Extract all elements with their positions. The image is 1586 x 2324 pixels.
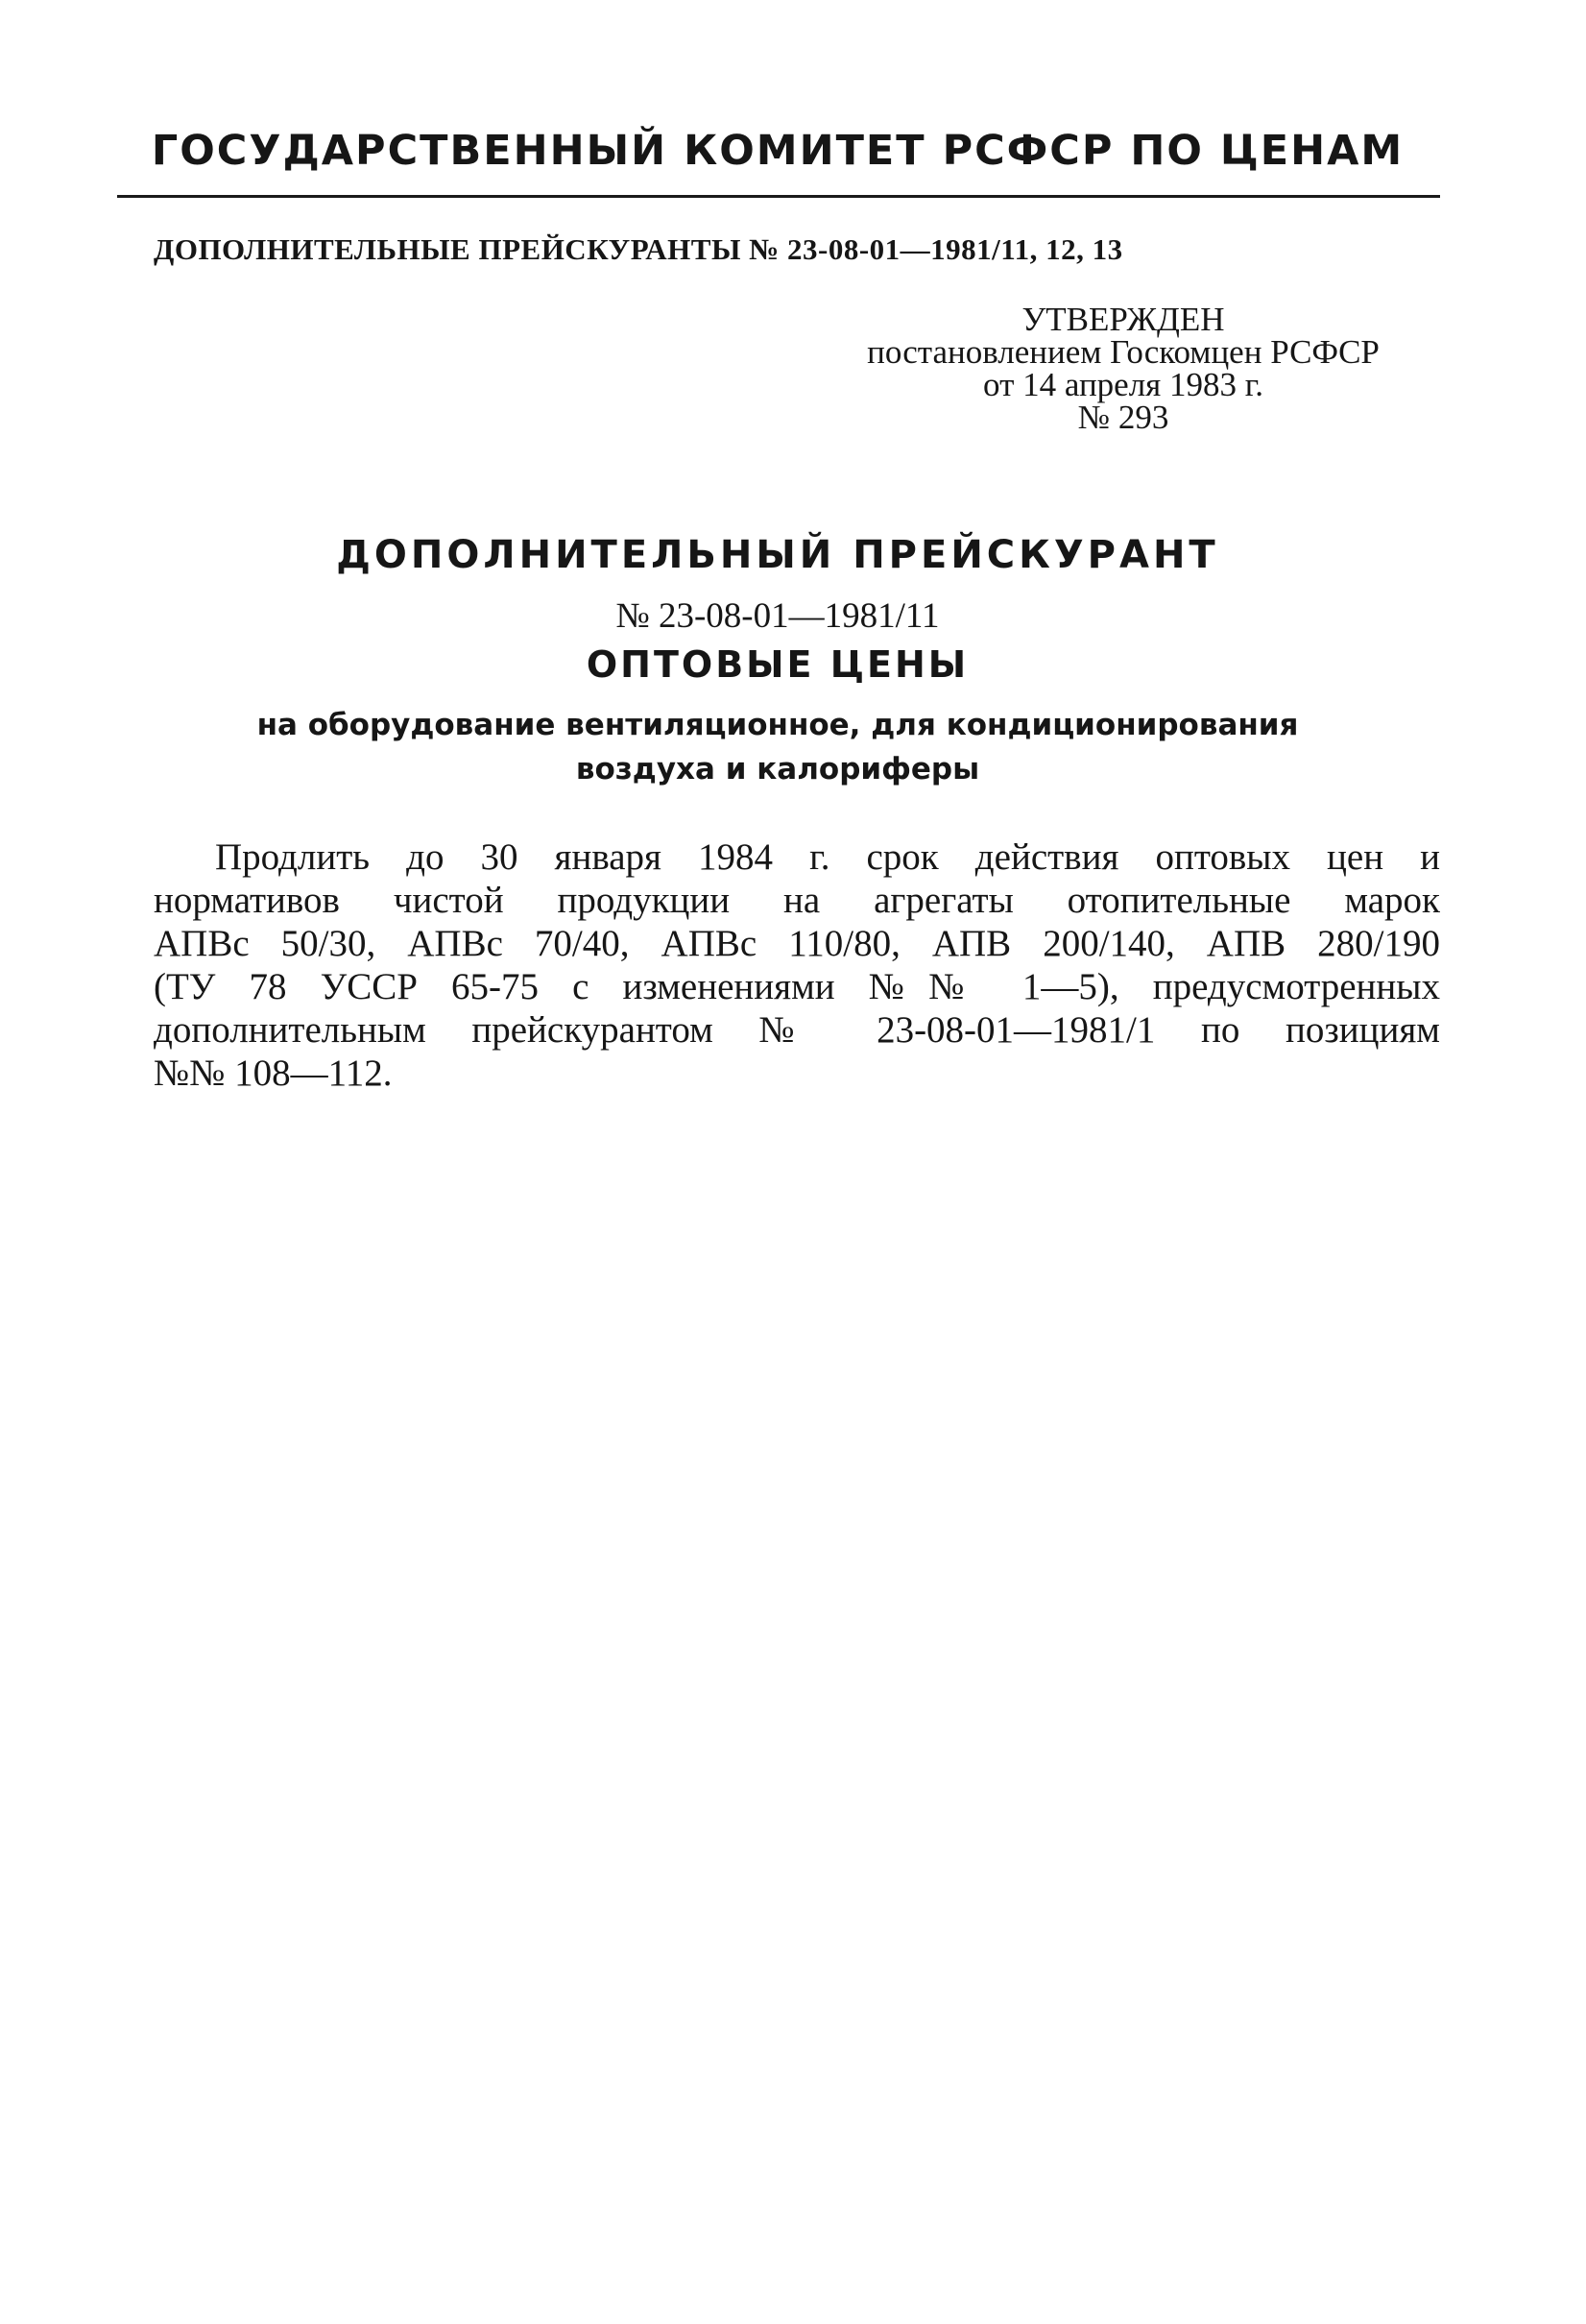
paragraph-line: АПВс 50/30, АПВс 70/40, АПВс 110/80, АПВ 200/140, АПВ 280/190: [154, 923, 1440, 964]
paragraph-line: Продлить до 30 января 1984 г. срок действия оптовых цен и: [215, 836, 1440, 878]
approval-block: [806, 303, 1440, 434]
prices-title: ОПТОВЫЕ ЦЕНЫ: [586, 643, 970, 686]
supplement-list-heading: ДОПОЛНИТЕЛЬНЫЕ ПРЕЙСКУРАНТЫ № 23-08-01—1981/11, 12, 13: [154, 232, 1123, 266]
subtitle-line: на оборудование вентиляционное, для кондиционирования: [256, 708, 1299, 742]
approval-number: № 293: [1077, 399, 1169, 436]
document-title: ДОПОЛНИТЕЛЬНЫЙ ПРЕЙСКУРАНТ: [336, 533, 1219, 577]
body-paragraph: [154, 835, 1440, 1095]
paragraph-line: дополнительным прейскурантом № 23-08-01—1981/1 по позициям: [154, 1009, 1440, 1051]
header-divider: [117, 195, 1440, 198]
subtitle-line: воздуха и калориферы: [575, 752, 980, 787]
paragraph-line: №№ 108—112.: [154, 1053, 393, 1094]
approval-authority: постановлением Госкомцен РСФСР: [867, 333, 1380, 371]
approval-status: УТВЕРЖДЕН: [1021, 301, 1225, 338]
paragraph-line: (ТУ 78 УССР 65-75 с изменениями №№ 1—5), предусмотренных: [154, 966, 1440, 1007]
document-subtitle: [115, 703, 1440, 791]
document-number: № 23-08-01—1981/11: [615, 596, 940, 636]
committee-heading: ГОСУДАРСТВЕННЫЙ КОМИТЕТ РСФСР ПО ЦЕНАМ: [151, 127, 1405, 175]
approval-date: от 14 апреля 1983 г.: [983, 366, 1263, 403]
paragraph-line: нормативов чистой продукции на агрегаты отопительные марок: [154, 880, 1440, 921]
